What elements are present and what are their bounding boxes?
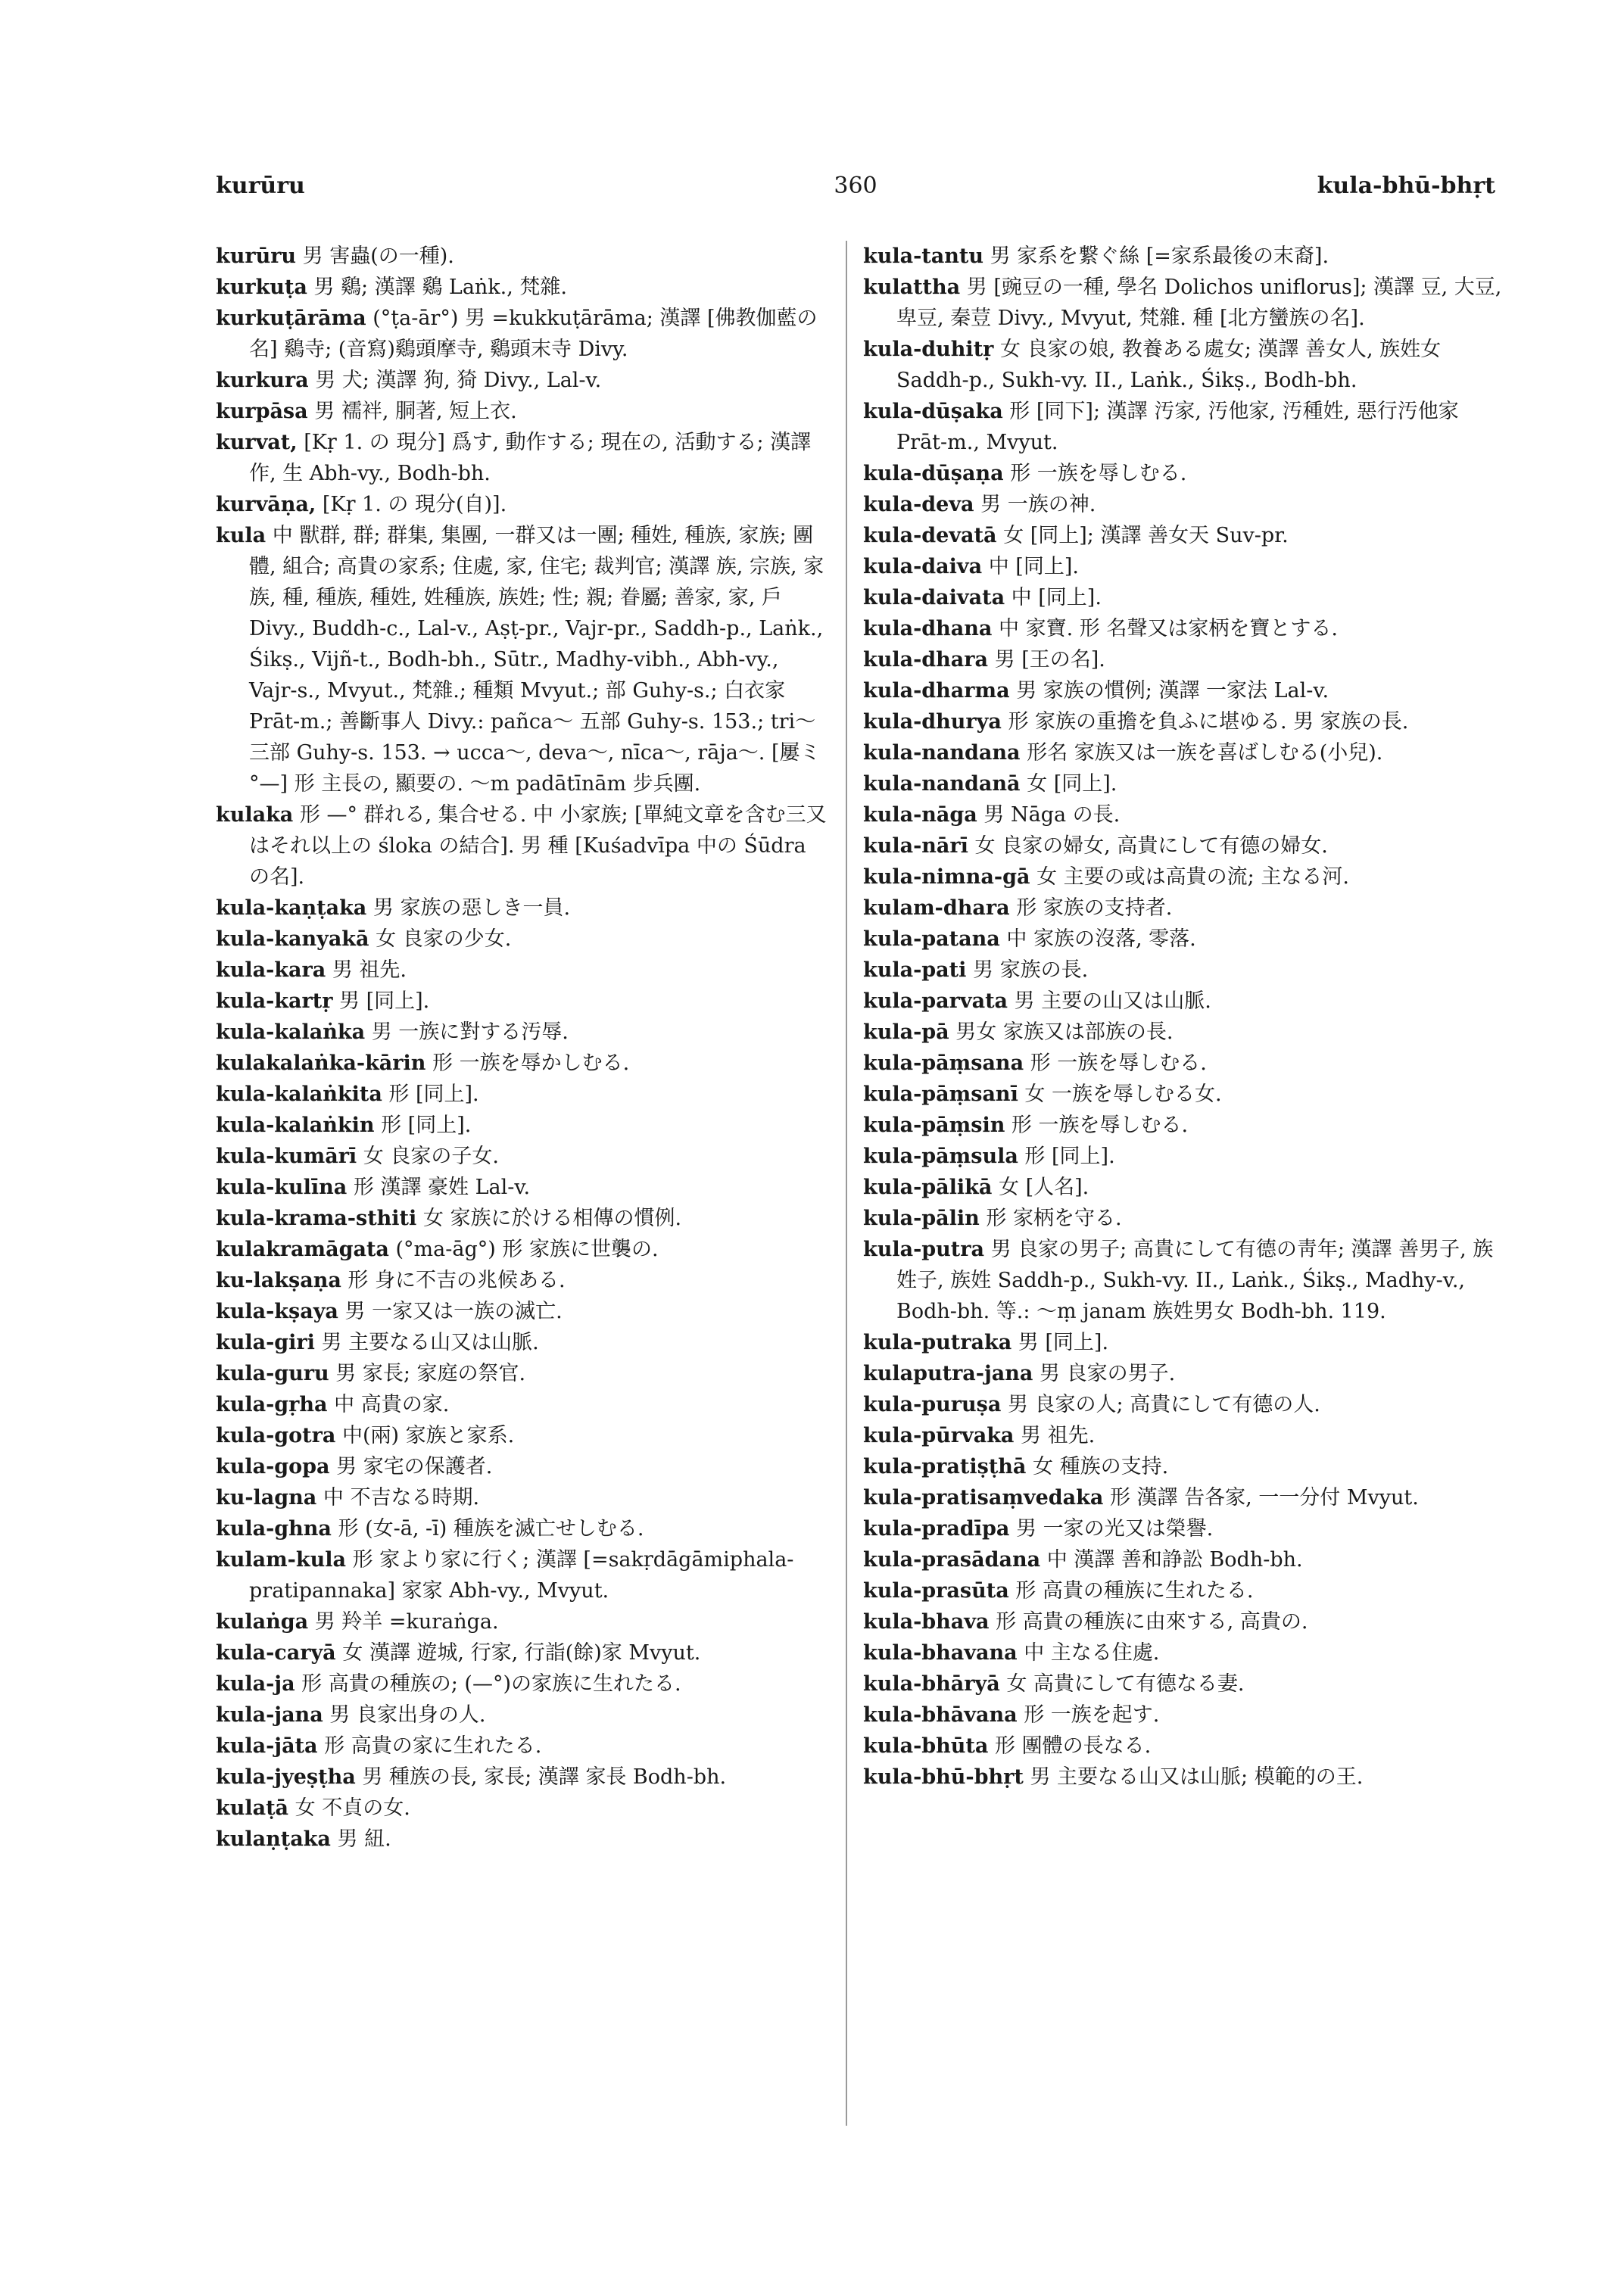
dictionary-entry [863, 1079, 1507, 1110]
entry-definition: 女 良家の婦女, 高貴にして有德の婦女. [974, 834, 1328, 858]
entry-definition: 男 [王の名]. [994, 648, 1105, 671]
dictionary-entry [863, 1420, 1507, 1451]
entry-definition: 男 害蟲(の一種). [302, 245, 454, 268]
entry-definition: 女 不貞の女. [295, 1796, 410, 1820]
dictionary-entry [863, 1513, 1507, 1544]
entry-headword: kula-pratiṣṭhā [863, 1455, 1027, 1478]
entry-headword: kulaṅga [216, 1610, 309, 1634]
entry-definition: [Kṛ 1. の 現分] 爲す, 動作する; 現在の, 活動する; 漢譯 作, 生 Abh-vy., Bodh-bh. [249, 431, 812, 485]
dictionary-entry [863, 1575, 1507, 1606]
dictionary-entry [216, 799, 831, 893]
entry-headword: kula-parvata [863, 989, 1008, 1013]
entry-headword: kula-bhāvana [863, 1703, 1018, 1727]
entry-definition: 男 Nāga の長. [983, 803, 1121, 827]
dictionary-entry [216, 1731, 831, 1762]
dictionary-entry [863, 1606, 1507, 1637]
entry-definition: 女 高貴にして有德なる妻. [1006, 1672, 1245, 1696]
entry-headword: kulam-dhara [863, 896, 1010, 920]
dictionary-entry [216, 893, 831, 924]
dictionary-entry [863, 1731, 1507, 1762]
entry-headword: kula-nandanā [863, 772, 1021, 796]
entry-definition: 男 良家出身の人. [329, 1703, 486, 1727]
dictionary-entry [216, 1141, 831, 1172]
entry-headword: kula-dhara [863, 648, 989, 671]
entry-definition: 男 一族の神. [980, 493, 1096, 516]
dictionary-entry [216, 1110, 831, 1141]
entry-definition: 形 (女-ā, -ī) 種族を滅亡せしむる. [338, 1517, 644, 1541]
entry-headword: kula-devatā [863, 524, 997, 547]
entry-definition: 形 漢譯 豪姓 Lal-v. [353, 1176, 531, 1199]
entry-headword: kula-guru [216, 1362, 329, 1385]
page-number: 360 [834, 173, 877, 199]
entry-headword: kula-caryā [216, 1641, 336, 1665]
entry-definition: 男 襦袢, 胴著, 短上衣. [314, 400, 517, 423]
dictionary-entry [863, 768, 1507, 799]
dictionary-entry [216, 1699, 831, 1731]
dictionary-entry [863, 272, 1507, 334]
dictionary-entry [216, 1637, 831, 1668]
entry-headword: kula-krama-sthiti [216, 1207, 417, 1230]
entry-definition: 男女 家族又は部族の長. [955, 1020, 1174, 1044]
entry-headword: kula-kumārī [216, 1145, 357, 1168]
dictionary-entry [216, 1420, 831, 1451]
entry-definition: 男 種族の長, 家長; 漢譯 家長 Bodh-bh. [362, 1765, 727, 1789]
dictionary-entry [216, 1389, 831, 1420]
dictionary-entry [863, 861, 1507, 893]
dictionary-entry [216, 1327, 831, 1358]
entry-definition: 男 [同上]. [1018, 1331, 1109, 1354]
dictionary-entry [863, 1699, 1507, 1731]
dictionary-entry [216, 1824, 831, 1855]
entry-definition: 女 一族を辱しむる女. [1024, 1083, 1222, 1106]
entry-headword: kula-kalaṅka [216, 1020, 366, 1044]
entry-definition: 女 [同上]; 漢譯 善女天 Suv-pr. [1003, 524, 1289, 547]
entry-headword: kulakalaṅka-kārin [216, 1051, 426, 1075]
dictionary-entry [863, 1668, 1507, 1699]
entry-headword: kula-dūṣaṇa [863, 462, 1004, 485]
entry-headword: kula-bhāryā [863, 1672, 1000, 1696]
entry-headword: kula-dharma [863, 679, 1010, 703]
entry-headword: kula-daivata [863, 586, 1005, 609]
entry-headword: kula-dhurya [863, 710, 1002, 734]
left-column [216, 241, 831, 1855]
page-header [216, 173, 1495, 206]
entry-definition: 女 種族の支持. [1033, 1455, 1169, 1478]
dictionary-entry [863, 1762, 1507, 1793]
entry-headword: kula-pūrvaka [863, 1424, 1015, 1447]
entry-definition: 中 漢譯 善和諍訟 Bodh-bh. [1046, 1548, 1303, 1572]
dictionary-entry [863, 1451, 1507, 1482]
entry-headword: kula-dūṣaka [863, 400, 1003, 423]
dictionary-entry [863, 675, 1507, 706]
entry-headword: kula-pā [863, 1020, 949, 1044]
entry-headword: kurvat, [216, 431, 298, 454]
dictionary-entry [216, 955, 831, 986]
entry-headword: ku-lagna [216, 1486, 317, 1509]
entry-headword: kula-jana [216, 1703, 323, 1727]
dictionary-entry [863, 1203, 1507, 1234]
entry-definition: 形 漢譯 告各家, 一一分付 Mvyut. [1109, 1486, 1419, 1509]
entry-definition: 中(兩) 家族と家系. [341, 1424, 515, 1447]
entry-definition: 形 [同上]. [381, 1114, 472, 1137]
entry-definition: 中 家寶. 形 名聲又は家柄を寶とする. [999, 617, 1338, 640]
dictionary-entry [863, 458, 1507, 489]
entry-definition: 男 祖先. [1021, 1424, 1096, 1447]
dictionary-entry [863, 830, 1507, 861]
dictionary-entry [863, 396, 1507, 458]
entry-definition: 形 身に不吉の兆候ある. [348, 1269, 566, 1292]
entry-definition: 男 家長; 家庭の祭官. [335, 1362, 526, 1385]
dictionary-entry [216, 365, 831, 396]
entry-definition: 男 紐. [337, 1827, 391, 1851]
entry-headword: kula-bhavana [863, 1641, 1018, 1665]
header-right-guideword: kula-bhū-bhṛt [1317, 173, 1495, 199]
dictionary-entry [863, 1234, 1507, 1327]
entry-headword: kula-pālikā [863, 1176, 993, 1199]
dictionary-entry [216, 1451, 831, 1482]
dictionary-entry [216, 1296, 831, 1327]
entry-definition: 女 主要の或は高貴の流; 主なる河. [1036, 865, 1349, 889]
entry-definition: 形 [同下]; 漢譯 汚家, 汚他家, 汚種姓, 惡行汚他家 Prāt-m., Mvyut. [896, 400, 1459, 454]
entry-definition: 形 一族を辱かしむる. [432, 1051, 630, 1075]
entry-headword: kulakramāgata [216, 1238, 389, 1261]
dictionary-entry [216, 1017, 831, 1048]
dictionary-entry [863, 489, 1507, 520]
dictionary-entry [216, 1048, 831, 1079]
dictionary-entry [216, 1544, 831, 1606]
entry-definition: 男 祖先. [332, 958, 407, 982]
dictionary-entry [216, 986, 831, 1017]
entry-definition: 形 高貴の家に生れたる. [324, 1734, 542, 1758]
entry-definition: 形 家より家に行く; 漢譯 [=sakṛdāgāmiphala-pratipannaka] 家家 Abh-vy., Mvyut. [249, 1548, 794, 1603]
entry-headword: kula-kara [216, 958, 326, 982]
entry-definition: 男 犬; 漢譯 狗, 猗 Divy., Lal-v. [315, 369, 602, 392]
dictionary-entry [863, 1017, 1507, 1048]
entry-definition: 男 一家の光又は榮譽. [1016, 1517, 1214, 1541]
dictionary-entry [863, 893, 1507, 924]
entry-definition: 形 家族の支持者. [1016, 896, 1173, 920]
entry-headword: kula-kanyakā [216, 927, 369, 951]
entry-definition: 男 鷄; 漢譯 鷄 Laṅk., 梵雜. [313, 276, 568, 299]
dictionary-entry [863, 551, 1507, 582]
entry-headword: kula-pāṃsana [863, 1051, 1024, 1075]
dictionary-entry [863, 1544, 1507, 1575]
header-left-guideword: kurūru [216, 173, 305, 199]
entry-definition: 女 良家の少女. [376, 927, 512, 951]
entry-definition: 男 主要なる山又は山脈; 模範的の王. [1030, 1765, 1364, 1789]
entry-headword: kula-ja [216, 1672, 295, 1696]
entry-headword: kula-jāta [216, 1734, 318, 1758]
entry-headword: kula-duhitṛ [863, 338, 994, 361]
entry-headword: kula-putra [863, 1238, 984, 1261]
entry-headword: kula-gopa [216, 1455, 330, 1478]
entry-definition: 形 高貴の種族に生れたる. [1015, 1579, 1254, 1603]
entry-headword: kula-nārī [863, 834, 968, 858]
entry-headword: kula-nimna-gā [863, 865, 1030, 889]
entry-definition: 形 家族の重擔を負ふに堪ゆる. 男 家族の長. [1008, 710, 1409, 734]
entry-headword: kula-giri [216, 1331, 315, 1354]
entry-definition: 形 一族を起す. [1024, 1703, 1160, 1727]
entry-headword: kula-ghna [216, 1517, 332, 1541]
entry-definition: 形 家柄を守る. [986, 1207, 1122, 1230]
entry-definition: 女 良家の子女. [363, 1145, 499, 1168]
entry-definition: 形 —° 群れる, 集合せる. 中 小家族; [單純文章を含む三又はそれ以上の śloka の結合]. 男 種 [Kuśadvīpa 中の Śūdra の名]. [249, 803, 827, 889]
dictionary-entry [863, 1048, 1507, 1079]
dictionary-entry [216, 1606, 831, 1637]
entry-definition: 中 獸群, 群; 群集, 集團, 一群又は一團; 種姓, 種族, 家族; 團體, 組合; 高貴の家系; 住處, 家, 住宅; 裁判官; 漢譯 族, 宗族, 家族, 種, 種族, 種姓, 姓種族, 族姓; 性; 親; 眷屬; 善家, 家, 戶 Divy., Buddh-c., Lal-v., Aṣṭ-pr., Vajr-pr., Saddh-p., Laṅk., Śikṣ., Vijñ-t., Bodh-bh., Sūtr., Madhy-vibh., Abh-vy., Vajr-s., Mvyut., 梵雜.; 種類 Mvyut.; 部 Guhy-s.; 白衣家 Prāt-m.; 善斷事人 Divy.: pañca〜 五部 Guhy-s. 153.; tri〜 三部 Guhy-s. 153. → ucca〜, deva〜, nīca〜, rāja〜. [屢ミ °—] 形 主長の, 顯要の. 〜m padātīnām 步兵團. [249, 524, 824, 796]
entry-headword: kula-kalaṅkita [216, 1083, 382, 1106]
entry-definition: 形 高貴の種族の; (—°)の家族に生れたる. [301, 1672, 681, 1696]
dictionary-entry [863, 706, 1507, 737]
dictionary-entry [863, 613, 1507, 644]
entry-headword: kula-deva [863, 493, 974, 516]
entry-headword: kula-gṛha [216, 1393, 328, 1416]
entry-headword: kula-pati [863, 958, 967, 982]
entry-headword: kulaka [216, 803, 294, 827]
entry-definition: 形 一族を辱しむる. [1011, 1114, 1189, 1137]
dictionary-entry [863, 1389, 1507, 1420]
entry-headword: kula-pratisaṃvedaka [863, 1486, 1104, 1509]
entry-definition: 中 主なる住處. [1024, 1641, 1160, 1665]
entry-definition: 女 [同上]. [1027, 772, 1117, 796]
dictionary-entry [216, 272, 831, 303]
dictionary-entry [863, 924, 1507, 955]
dictionary-entry [216, 1513, 831, 1544]
entry-headword: kulaṭā [216, 1796, 289, 1820]
dictionary-entry [863, 986, 1507, 1017]
entry-definition: 男 良家の男子; 高貴にして有德の靑年; 漢譯 善男子, 族姓子, 族姓 Saddh-p., Sukh-vy. II., Laṅk., Śikṣ., Madhy-v., Bodh-bh. 等.: 〜ṃ janam 族姓男女 Bodh-bh. 119. [896, 1238, 1494, 1323]
entry-definition: 男 [同上]. [339, 989, 430, 1013]
dictionary-entry [863, 737, 1507, 768]
entry-headword: kula [216, 524, 267, 547]
dictionary-entry [216, 1172, 831, 1203]
dictionary-entry [863, 1482, 1507, 1513]
entry-definition: 形 一族を辱しむる. [1030, 1051, 1207, 1075]
entry-headword: kula-jyeṣṭha [216, 1765, 356, 1789]
dictionary-entry [216, 396, 831, 427]
dictionary-entry [216, 1265, 831, 1296]
entry-definition: (°ma-āg°) 形 家族に世襲の. [395, 1238, 659, 1261]
entry-headword: kula-prasādana [863, 1548, 1041, 1572]
dictionary-entry [216, 1482, 831, 1513]
dictionary-entry [863, 1327, 1507, 1358]
entry-headword: kula-nāga [863, 803, 977, 827]
entry-headword: kula-pāṃsula [863, 1145, 1018, 1168]
entry-definition: (°ṭa-ār°) 男 =kukkuṭārāma; 漢譯 [佛教伽藍の名] 鷄寺; (音寫)鷄頭摩寺, 鷄頭末寺 Divy. [249, 307, 818, 361]
dictionary-entry [216, 1079, 831, 1110]
entry-headword: kula-daiva [863, 555, 983, 578]
entry-headword: kula-kalaṅkin [216, 1114, 375, 1137]
entry-definition: 男 一家又は一族の滅亡. [344, 1300, 563, 1323]
dictionary-entry [863, 799, 1507, 830]
entry-headword: kulattha [863, 276, 961, 299]
dictionary-entry [863, 644, 1507, 675]
dictionary-entry [863, 1110, 1507, 1141]
entry-headword: kula-kartṛ [216, 989, 333, 1013]
dictionary-entry [863, 1358, 1507, 1389]
dictionary-entry [216, 303, 831, 365]
entry-headword: ku-lakṣaṇa [216, 1269, 341, 1292]
entry-definition: 中 [同上]. [1011, 586, 1102, 609]
entry-headword: kulaputra-jana [863, 1362, 1033, 1385]
entry-definition: 中 不吉なる時期. [323, 1486, 480, 1509]
entry-definition: 男 家族の長. [973, 958, 1089, 982]
dictionary-entry [216, 489, 831, 520]
dictionary-entry [216, 241, 831, 272]
entry-definition: 男 主要の山又は山脈. [1014, 989, 1211, 1013]
entry-definition: 女 家族に於ける相傳の慣例. [422, 1207, 682, 1230]
entry-definition: 男 家宅の保護者. [336, 1455, 493, 1478]
entry-headword: kulam-kula [216, 1548, 346, 1572]
entry-headword: kula-gotra [216, 1424, 336, 1447]
dictionary-entry [863, 955, 1507, 986]
dictionary-entry [216, 924, 831, 955]
entry-headword: kula-pālin [863, 1207, 980, 1230]
entry-headword: kurkura [216, 369, 309, 392]
entry-headword: kula-tantu [863, 245, 983, 268]
right-column [863, 241, 1507, 1793]
dictionary-entry [863, 1141, 1507, 1172]
entry-headword: kula-bhava [863, 1610, 990, 1634]
dictionary-entry [863, 582, 1507, 613]
entry-definition: 形 高貴の種族に由來する, 高貴の. [996, 1610, 1308, 1634]
entry-definition: [Kṛ 1. の 現分(自)]. [322, 493, 507, 516]
entry-definition: 男 主要なる山又は山脈. [321, 1331, 539, 1354]
entry-definition: 女 [人名]. [998, 1176, 1089, 1199]
entry-definition: 形 團體の長なる. [995, 1734, 1152, 1758]
entry-headword: kula-pradīpa [863, 1517, 1010, 1541]
entry-headword: kurvāṇa, [216, 493, 316, 516]
entry-headword: kula-kaṇṭaka [216, 896, 367, 920]
dictionary-entry [863, 1637, 1507, 1668]
entry-definition: 形 一族を辱しむる. [1010, 462, 1187, 485]
entry-headword: kurkuṭa [216, 276, 307, 299]
entry-definition: 中 家族の沒落, 零落. [1006, 927, 1196, 951]
dictionary-entry [216, 1762, 831, 1793]
entry-headword: kula-pāṃsanī [863, 1083, 1018, 1106]
entry-headword: kulaṇṭaka [216, 1827, 331, 1851]
entry-headword: kula-patana [863, 927, 1000, 951]
dictionary-entry [216, 1793, 831, 1824]
dictionary-entry [863, 520, 1507, 551]
entry-definition: 形名 家族又は一族を喜ばしむる(小兒). [1027, 741, 1383, 765]
entry-headword: kula-kṣaya [216, 1300, 338, 1323]
dictionary-entry [216, 1358, 831, 1389]
dictionary-entry [863, 241, 1507, 272]
entry-headword: kula-dhana [863, 617, 993, 640]
dictionary-entry [863, 334, 1507, 396]
entry-definition: 男 羚羊 =kuraṅga. [314, 1610, 499, 1634]
entry-headword: kula-puruṣa [863, 1393, 1002, 1416]
entry-headword: kurūru [216, 245, 297, 268]
dictionary-entry [216, 520, 831, 799]
dictionary-entry [216, 1234, 831, 1265]
entry-definition: 形 [同上]. [388, 1083, 479, 1106]
entry-headword: kula-pāṃsin [863, 1114, 1005, 1137]
entry-definition: 男 [豌豆の一種, 學名 Dolichos uniflorus]; 漢譯 豆, 大豆, 卑豆, 秦荳 Divy., Mvyut, 梵雜. 種 [北方蠻族の名]. [896, 276, 1502, 330]
entry-definition: 男 家族の惡しき一員. [372, 896, 571, 920]
dictionary-entry [863, 1172, 1507, 1203]
entry-definition: 男 家族の慣例; 漢譯 一家法 Lal-v. [1016, 679, 1329, 703]
entry-headword: kula-nandana [863, 741, 1021, 765]
entry-definition: 男 良家の人; 高貴にして有德の人. [1007, 1393, 1320, 1416]
dictionary-entry [216, 1203, 831, 1234]
column-divider [846, 241, 847, 2126]
entry-headword: kula-putraka [863, 1331, 1012, 1354]
entry-definition: 形 [同上]. [1024, 1145, 1115, 1168]
entry-definition: 女 良家の娘, 教養ある處女; 漢譯 善女人, 族姓女 Saddh-p., Sukh-vy. II., Laṅk., Śikṣ., Bodh-bh. [896, 338, 1442, 392]
entry-headword: kula-bhū-bhṛt [863, 1765, 1024, 1789]
dictionary-entry [216, 427, 831, 489]
entry-definition: 中 高貴の家. [334, 1393, 450, 1416]
entry-definition: 女 漢譯 遊城, 行家, 行詣(餘)家 Mvyut. [342, 1641, 701, 1665]
dictionary-entry [216, 1668, 831, 1699]
entry-headword: kurpāsa [216, 400, 308, 423]
entry-definition: 中 [同上]. [988, 555, 1079, 578]
entry-headword: kula-prasūta [863, 1579, 1009, 1603]
entry-headword: kurkuṭārāma [216, 307, 366, 330]
entry-headword: kula-kulīna [216, 1176, 348, 1199]
entry-headword: kula-bhūta [863, 1734, 989, 1758]
entry-definition: 男 一族に對する汚辱. [371, 1020, 569, 1044]
entry-definition: 男 家系を繋ぐ絲 [=家系最後の末裔]. [990, 245, 1329, 268]
entry-definition: 男 良家の男子. [1039, 1362, 1176, 1385]
